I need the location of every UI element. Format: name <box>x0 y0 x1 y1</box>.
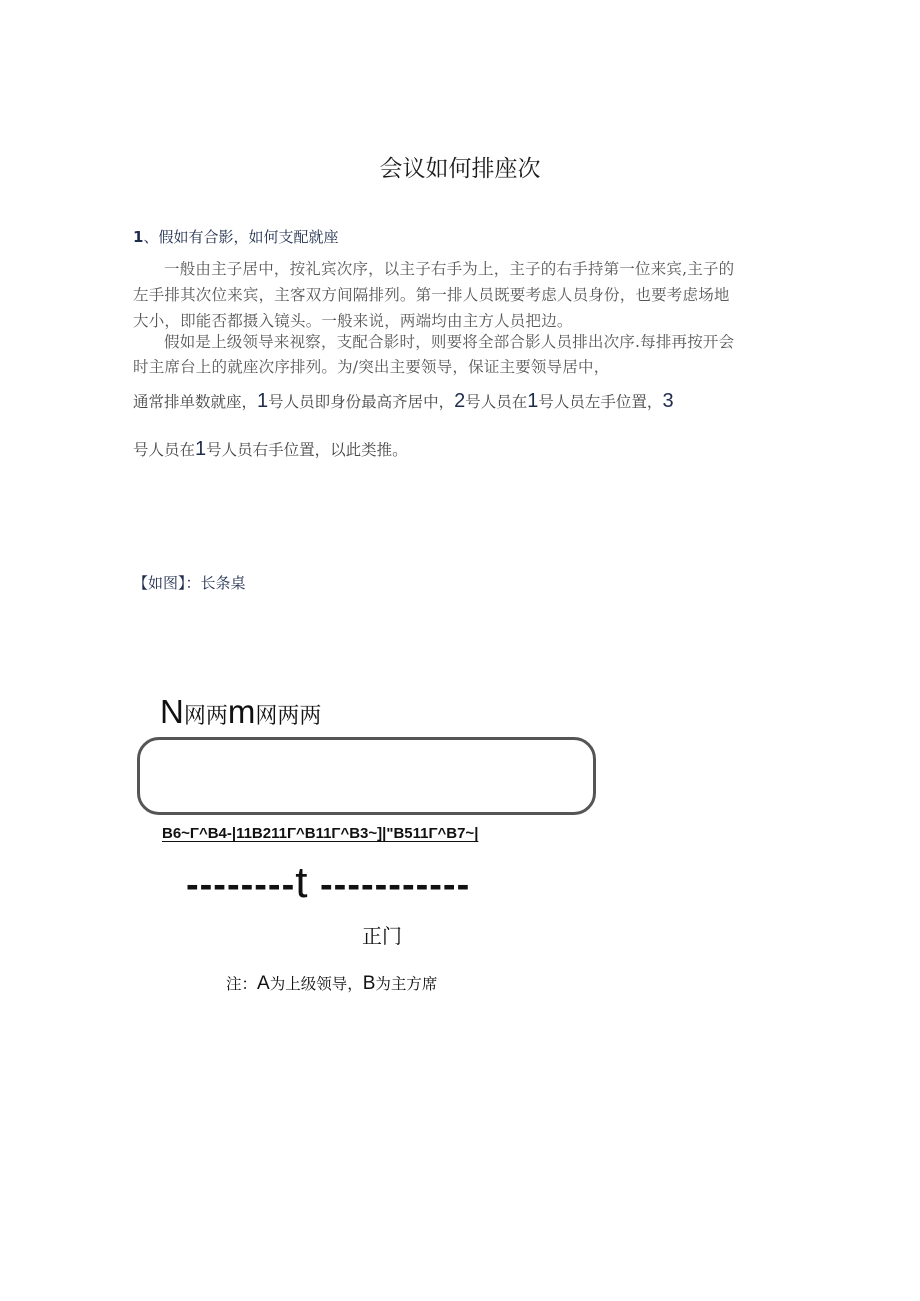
ordering-number: 1 <box>527 390 539 412</box>
top-seat-mark: 网两 <box>183 704 228 729</box>
section-number: 1 <box>133 228 144 246</box>
section-heading <box>133 226 338 247</box>
ordering-line-1 <box>133 390 674 413</box>
door-dashes-left: -------- <box>186 864 296 906</box>
paragraph-1-line-1: 一般由主子居中，按礼宾次序，以主子右手为上，主子的右手持第一位来宾,主子的 <box>164 260 735 278</box>
page-title: 会议如何排座次 <box>379 156 541 182</box>
ordering-line-2 <box>133 438 408 461</box>
legend-note <box>226 972 437 995</box>
ordering-text: 号人员左手位置， <box>538 393 663 411</box>
paragraph-1-line-2: 左手排其次位来宾，主客双方间隔排列。第一排人员既要考虑人员身份，也要考虑场地 <box>133 286 730 304</box>
note-text: 为上级领导， <box>269 975 363 993</box>
note-text: 为主方席 <box>375 975 438 993</box>
top-seat-row <box>160 693 321 731</box>
paragraph-2-line-1: 假如是上级领导来视察，支配合影时，则要将全部合影人员排出次序.每排再按开会 <box>164 333 735 351</box>
ordering-text: 号人员在 <box>465 393 528 411</box>
note-text: 注： <box>226 975 258 993</box>
bottom-seat-row: B6~Γ^B4-|11B211Γ^B11Γ^B3~]|"B511Γ^B7~| <box>162 825 479 842</box>
ordering-number: 1 <box>195 438 207 460</box>
top-seat-mark: m <box>227 693 256 730</box>
paragraph-2-line-2: 时主席台上的就座次序排列。为/突出主要领导，保证主要领导居中， <box>133 358 610 376</box>
figure-label: 【如图】：长条桌 <box>133 574 246 592</box>
door-line <box>186 858 470 908</box>
ordering-text: 通常排单数就座， <box>133 393 258 411</box>
note-letter-a: A <box>257 973 270 994</box>
door-marker: t <box>295 858 309 907</box>
door-dashes-right: ----------- <box>308 864 471 906</box>
paragraph-1-line-3: 大小，即能否都摄入镜头。一般来说，两端均由主方人员把边。 <box>133 312 573 330</box>
note-letter-b: B <box>362 973 376 994</box>
top-seat-mark: 网两两 <box>255 704 322 729</box>
ordering-number: 2 <box>454 390 466 412</box>
section-heading-text: 、假如有合影，如何支配就座 <box>143 228 339 246</box>
top-seat-mark: N <box>160 693 184 730</box>
ordering-text: 号人员即身份最高齐居中， <box>268 393 455 411</box>
ordering-text: 号人员右手位置，以此类推。 <box>206 441 408 459</box>
long-table <box>137 737 596 815</box>
main-door-label: 正门 <box>362 924 402 948</box>
ordering-number: 1 <box>257 390 269 412</box>
ordering-number: 3 <box>662 390 674 412</box>
ordering-text: 号人员在 <box>133 441 196 459</box>
